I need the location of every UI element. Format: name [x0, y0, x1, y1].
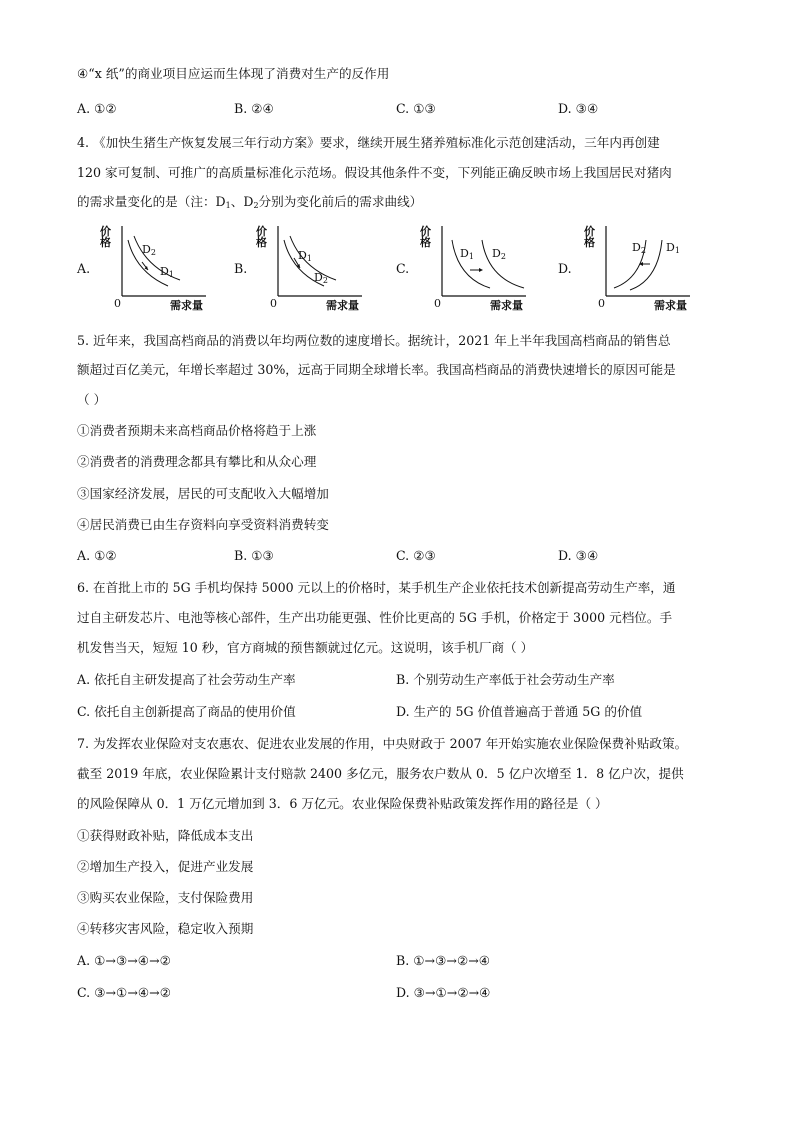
q7-item-1: ①获得财政补贴，降低成本支出 [77, 828, 254, 843]
origin-label: 0 [270, 297, 277, 310]
q5-stem-line-2: 额超过百亿美元，年增长率超过 30%，远高于同期全球增长率。我国高档商品的消费快速增长的原因可能是 [77, 362, 676, 377]
q4-stem-line-3: 的需求量变化的是（注：$D_1$、$D_2$分别为变化前后的需求曲线） [77, 194, 423, 210]
q5-item-3: ③国家经济发展，居民的可支配收入大幅增加 [77, 486, 329, 501]
curve-label-1: $D_1$ [460, 247, 474, 261]
curve-subscript: 2 [640, 246, 646, 255]
q5-option-d: D. ③④ [558, 548, 599, 563]
curve-label-1: $D_2$ [632, 241, 646, 255]
q5-stem-line-3: （ ） [77, 392, 107, 407]
q6-option-b: B. 个别劳动生产率低于社会劳动生产率 [396, 672, 615, 687]
q4-option-b-label: B. [234, 261, 248, 276]
q5-option-c: C. ②③ [396, 548, 436, 563]
q4-graph-b [256, 222, 366, 314]
q3-option-d: D. ③④ [558, 101, 599, 116]
q6-stem-line-2: 过自主研发芯片、电池等核心部件，生产出功能更强、性价比更高的 5G 手机，价格定于 3000 元档位。手 [77, 610, 673, 625]
q3-option-a: A. ①② [77, 101, 117, 116]
q7-option-d: D. ③→①→②→④ [396, 985, 491, 1000]
curve-label-2: $D_2$ [314, 271, 328, 285]
q6-option-c: C. 依托自主创新提高了商品的使用价值 [77, 704, 296, 719]
q4-stem-line-2: 120 家可复制、可推广的高质量标准化示范场。假设其他条件不变，下列能正确反映市场上我国居民对猪肉 [77, 165, 672, 180]
curve-subscript: 1 [168, 270, 174, 279]
q7-option-c: C. ③→①→④→② [77, 985, 172, 1000]
curve-label-2: $D_1$ [160, 265, 174, 279]
q7-option-b: B. ①→③→②→④ [396, 953, 491, 968]
arrow-head [479, 268, 483, 272]
curve-subscript: 1 [468, 252, 474, 261]
q3-option-c: C. ①③ [396, 101, 436, 116]
q5-item-4: ④居民消费已由生存资料向享受资料消费转变 [77, 517, 329, 532]
quantity-label: 需求量 [490, 299, 523, 312]
origin-label: 0 [598, 297, 605, 310]
q7-stem-line-2: 截至 2019 年底，农业保险累计支付赔款 2400 多亿元，服务农户数从 0．5 亿户次增至 1．8 亿户次，提供 [77, 766, 684, 781]
curve-subscript: 1 [674, 246, 680, 255]
origin-label: 0 [114, 297, 121, 310]
curve-label-1: $D_2$ [142, 243, 156, 257]
q4-graph-d [584, 222, 694, 314]
q4-stem-line-1: 4. 《加快生猪生产恢复发展三年行动方案》要求，继续开展生猪养殖标准化示范创建活动，三年内再创建 [77, 135, 660, 150]
q7-stem-line-3: 的风险保障从 0．1 万亿元增加到 3．6 万亿元。农业保险保费补贴政策发挥作用的路径是（ ） [77, 796, 608, 811]
price-label: 价格 [256, 225, 267, 249]
q5-item-2: ②消费者的消费理念都具有攀比和从众心理 [77, 454, 317, 469]
price-label: 价格 [100, 225, 111, 249]
q4-option-d-label: D. [558, 261, 572, 276]
q7-item-4: ④转移灾害风险，稳定收入预期 [77, 921, 254, 936]
q3-item-4: ④“x 纸”的商业项目应运而生体现了消费对生产的反作用 [77, 66, 390, 81]
curve-subscript: 2 [322, 276, 328, 285]
q5-option-b: B. ①③ [234, 548, 274, 563]
q6-stem-line-1: 6. 在首批上市的 5G 手机均保持 5000 元以上的价格时，某手机生产企业依托技术创新提高劳动生产率，通 [77, 580, 676, 595]
q7-stem-line-1: 7. 为发挥农业保险对支农惠农、促进农业发展的作用，中央财政于 2007 年开始实施农业保险保费补贴政策。 [77, 736, 688, 751]
quantity-label: 需求量 [326, 299, 359, 312]
quantity-label: 需求量 [654, 299, 687, 312]
q4-graph-a [100, 222, 210, 314]
curve-subscript: 2 [150, 248, 156, 257]
q6-option-a: A. 依托自主研发提高了社会劳动生产率 [77, 672, 296, 687]
quantity-label: 需求量 [170, 299, 203, 312]
price-label: 价格 [584, 225, 595, 249]
q5-stem-line-1: 5. 近年来，我国高档商品的消费以年均两位数的速度增长。据统计，2021 年上半年我国高档商品的销售总 [77, 333, 671, 348]
q7-item-2: ②增加生产投入，促进产业发展 [77, 859, 254, 874]
q4-graph-c [420, 222, 530, 314]
curve-subscript: 2 [500, 252, 506, 261]
q5-option-a: A. ①② [77, 548, 117, 563]
q4-option-c-label: C. [396, 261, 410, 276]
q5-item-1: ①消费者预期未来高档商品价格将趋于上涨 [77, 423, 317, 438]
curve-label-1: $D_1$ [298, 249, 312, 263]
q7-option-a: A. ①→③→④→② [77, 953, 171, 968]
origin-label: 0 [434, 297, 441, 310]
q4-option-a-label: A. [77, 261, 91, 276]
q6-option-d: D. 生产的 5G 价值普遍高于普通 5G 的价值 [396, 704, 643, 719]
q6-stem-line-3: 机发售当天，短短 10 秒，官方商城的预售额就过亿元。这说明，该手机厂商（ ） [77, 640, 534, 655]
curve-subscript: 1 [306, 254, 312, 263]
demand-curve-2 [290, 236, 336, 280]
q7-item-3: ③购买农业保险，支付保险费用 [77, 890, 254, 905]
q3-option-b: B. ②④ [234, 101, 274, 116]
curve-label-2: $D_1$ [666, 241, 680, 255]
curve-label-2: $D_2$ [492, 247, 506, 261]
price-label: 价格 [420, 225, 431, 249]
